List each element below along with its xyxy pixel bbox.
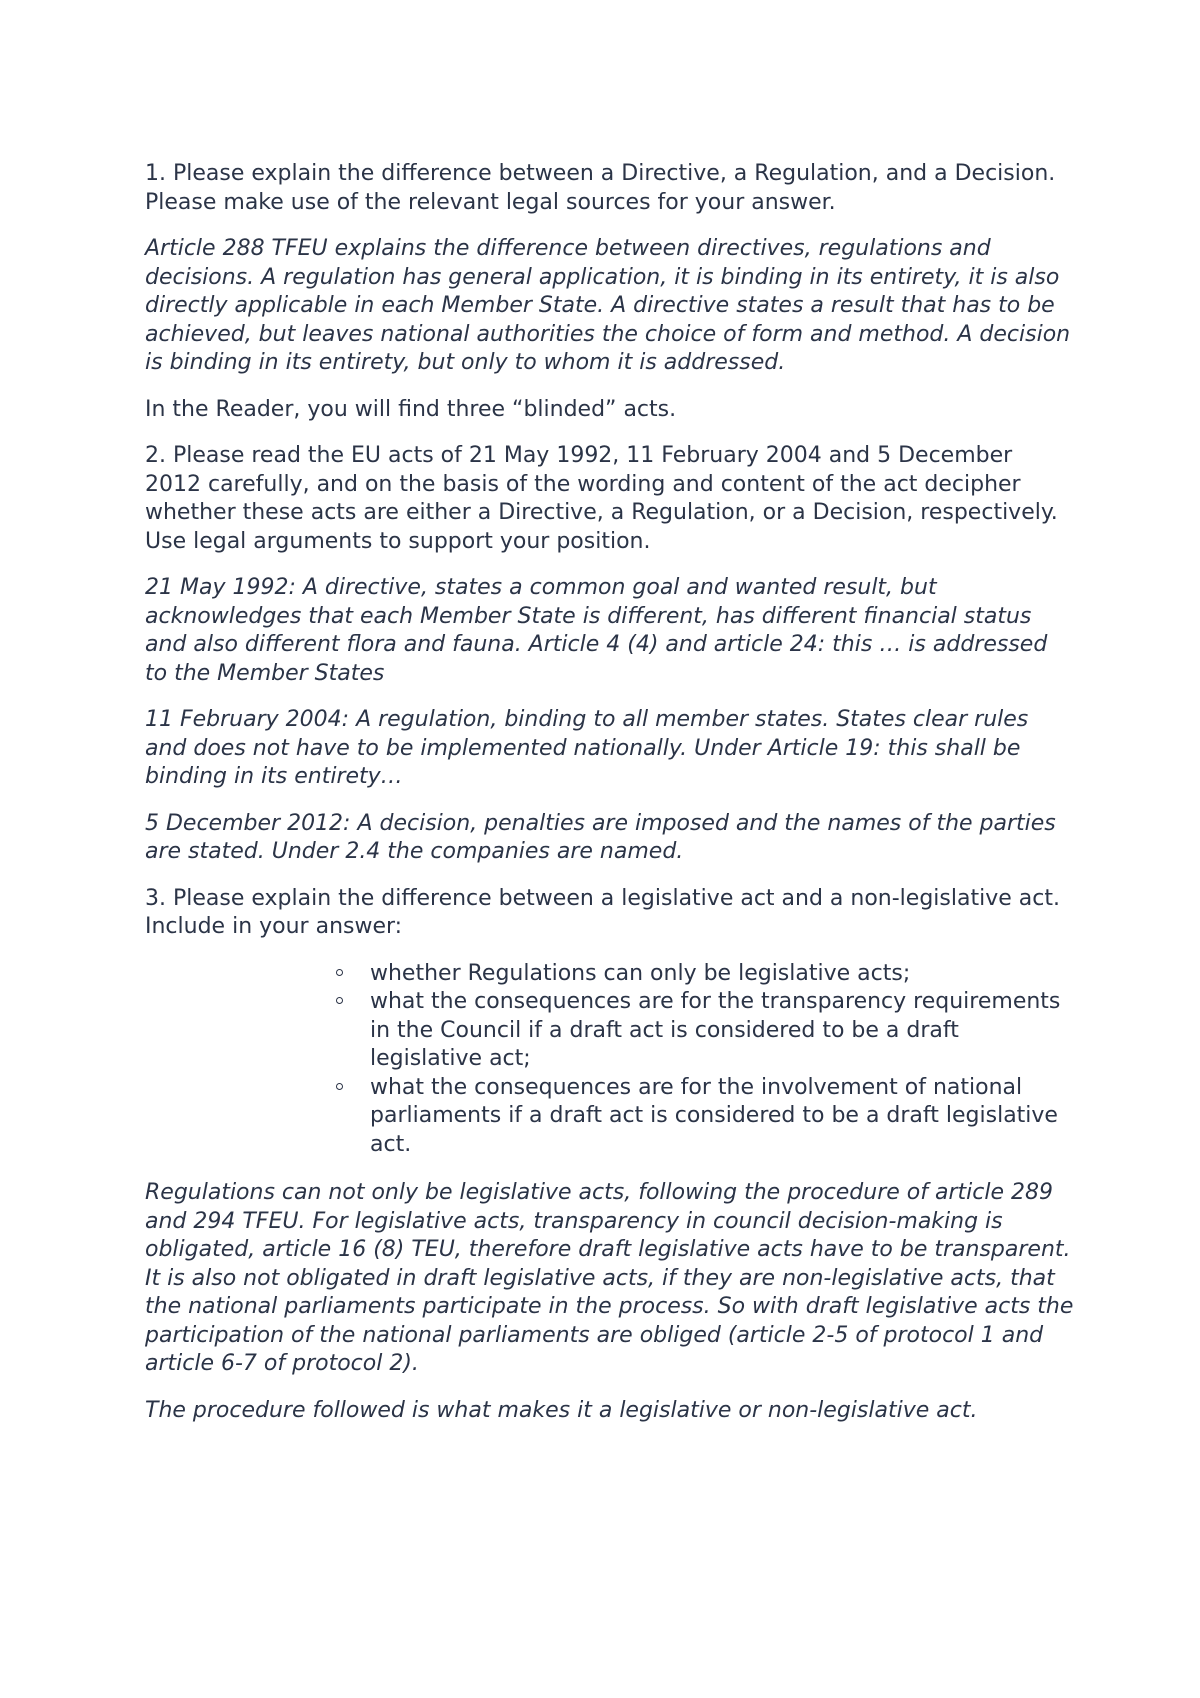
bullet-item	[370, 1074, 1075, 1160]
bullet-text: what the consequences are for the transparency requirements in the Council if a draft act is considered to be a draft legislative act;	[370, 989, 1061, 1071]
question-2: 2. Please read the EU acts of 21 May 1992, 11 February 2004 and 5 December 2012 carefully, and on the basis of the wording and content of the act decipher whether these acts are either a Directive, a Regulation, or a Decision, respectively. Use legal arguments to support your position.	[145, 443, 1058, 554]
answer-2-1992: 21 May 1992: A directive, states a common goal and wanted result, but acknowledges that each Member State is different, has different financial status and also different flora and fauna. Article 4 (4) and article 24: this … is addressed to the Member States	[145, 575, 1048, 686]
answer-2-2004: 11 February 2004: A regulation, binding to all member states. States clear rules and does not have to be implemented nationally. Under Article 19: this shall be binding in its entirety…	[145, 707, 1029, 789]
bullet-item	[370, 988, 1075, 1074]
bullet-item	[370, 960, 1075, 989]
document-body	[145, 160, 1075, 1443]
bullet-text: what the consequences are for the involvement of national parliaments if a draft act is considered to be a draft legislative act.	[370, 1074, 1058, 1157]
question-3: 3. Please explain the difference between a legislative act and a non-legislative act. Include in your answer:	[145, 885, 1060, 939]
answer-2-2012: 5 December 2012: A decision, penalties are imposed and the names of the parties are stated. Under 2.4 the companies are named.	[145, 810, 1056, 864]
question-1: 1. Please explain the difference between a Directive, a Regulation, and a Decision. Please make use of the relevant legal sources for your answer.	[145, 161, 1056, 215]
answer-3: Regulations can not only be legislative acts, following the procedure of article 289 and 294 TFEU. For legislative acts, transparency in council decision-making is obligated, article 16 (8) TEU, therefore draft legislative acts have to be transparent. It is also not obligated in draft legislative acts, if they are non-legislative acts, that the national parliaments participate in the process. So with draft legislative acts the participation of the national parliaments are obliged (article 2-5 of protocol 1 and article 6-7 of protocol 2).	[145, 1180, 1074, 1376]
answer-3-conclusion: The procedure followed is what makes it a legislative or non-legislative act.	[145, 1397, 978, 1423]
bullet-text: whether Regulations can only be legislative acts;	[370, 960, 911, 986]
reader-note: In the Reader, you will find three “blinded” acts.	[145, 396, 677, 422]
circle-bullet-icon	[336, 1083, 343, 1090]
circle-bullet-icon	[336, 969, 343, 976]
question-3-bullet-list	[145, 960, 1075, 1160]
answer-1: Article 288 TFEU explains the difference between directives, regulations and decisions. A regulation has general application, it is binding in its entirety, it is also directly applicable in each Member State. A directive states a result that has to be achieved, but leaves national authorities the choice of form and method. A decision is binding in its entirety, but only to whom it is addressed.	[145, 236, 1071, 375]
circle-bullet-icon	[336, 997, 343, 1004]
